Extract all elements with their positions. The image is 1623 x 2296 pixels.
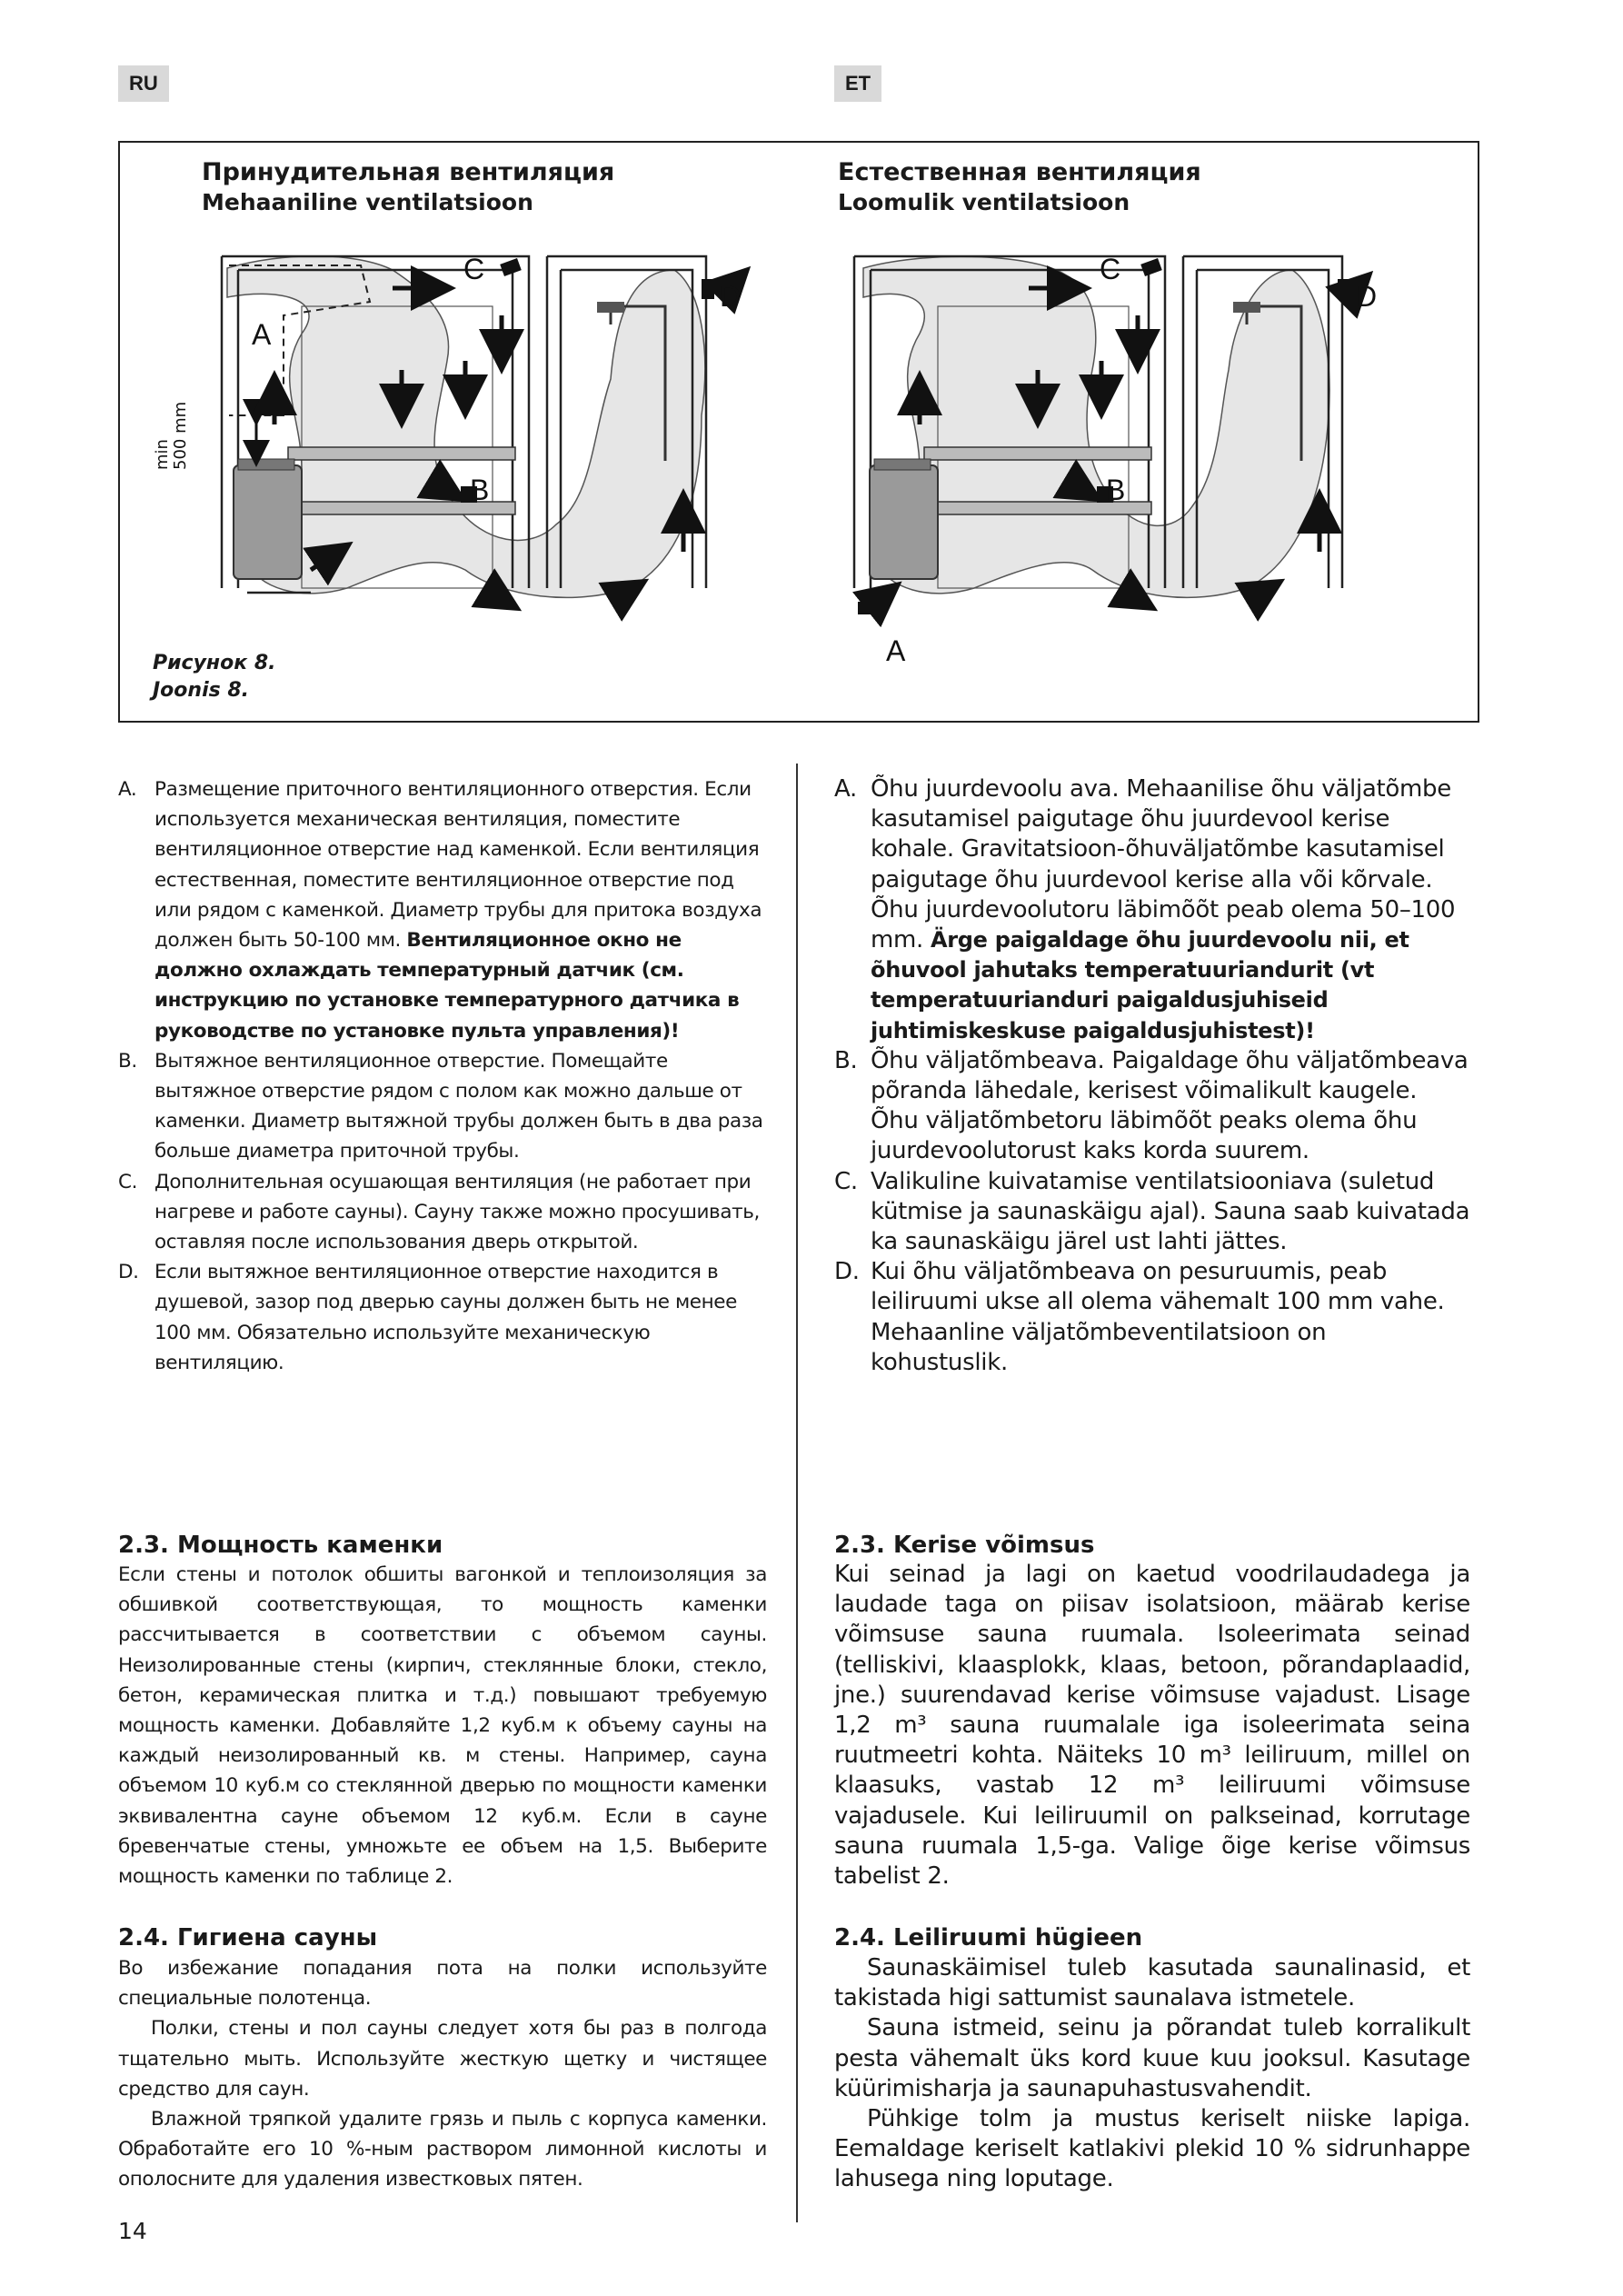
ru-item-b: B. Вытяжное вентиляционное отверстие. Помещайте вытяжное отверстие рядом с полом как можно дальше от каменки. Диаметр вытяжной трубы должен быть в два раза больше диаметра приточной трубы. bbox=[118, 1049, 763, 1163]
ru-section-24-text bbox=[118, 1953, 767, 2195]
label-b-right: B bbox=[1106, 474, 1126, 506]
figure-left-title: Принудительная вентиляция bbox=[202, 158, 615, 186]
ru-item-c-text: Дополнительная осушающая вентиляция (не работает при нагреве и работе сауны). Сауну также можно просушивать, оставляя после использования дверь открытой. bbox=[154, 1170, 760, 1254]
et-section-24-title: 2.4. Leiliruumi hügieen bbox=[834, 1924, 1143, 1952]
bench-upper-right bbox=[924, 447, 1151, 460]
dimension-500mm: 500 mm bbox=[171, 401, 190, 470]
ru-section-23-text: Если стены и потолок обшиты вагонкой и теплоизоляция за обшивкой соответствующая, то мощность каменки рассчитывается в соответствии с объемом сауны. Неизолированные стены (кирпич, стеклянные блоки, стекло, бетон, керамическая плитка и т.д.) повышают требуемую мощность каменки. Добавляйте 1,2 куб.м к объему сауны на каждый неизолированный кв. м стены. Например, сауна объемом 10 куб.м со стеклянной дверью по мощности каменки эквивалентна сауне объемом 12 куб.м. Если в сауне бревенчатые стены, умножьте ее объем на 1,5. Выберите мощность каменки по таблице 2. bbox=[118, 1563, 767, 1889]
ru-section-24-p1: Во избежание попадания пота на полки используйте специальные полотенца. bbox=[118, 1957, 767, 2011]
et-section-24-text bbox=[834, 1953, 1470, 2195]
et-item-b-text: Õhu väljatõmbeava. Paigaldage õhu väljatõmbeava põranda lähedale, kerisest võimalikult kaugele. Õhu väljatõmbetoru läbimõõt peaks olema õhu juurdevoolutorust kaks korda suurem. bbox=[871, 1046, 1469, 1165]
page-number: 14 bbox=[118, 2218, 147, 2244]
figure-right-subtitle: Loomulik ventilatsioon bbox=[838, 189, 1130, 215]
label-a-right: A bbox=[886, 634, 906, 667]
et-vent-list bbox=[834, 774, 1470, 1378]
dimension-min: min bbox=[153, 439, 172, 470]
figure-caption-et: Joonis 8. bbox=[153, 679, 250, 702]
ru-section-24-p2: Полки, стены и пол сауны следует хотя бы раз в полгода тщательно мыть. Используйте жесткую щетку и чистящее средство для саун. bbox=[118, 2017, 767, 2101]
label-a-left: A bbox=[252, 318, 272, 351]
ru-item-b-text: Вытяжное вентиляционное отверстие. Помещайте вытяжное отверстие рядом с полом как можно дальше от каменки. Диаметр вытяжной трубы должен быть в два раза больше диаметра приточной трубы. bbox=[154, 1049, 763, 1163]
bench-upper-left bbox=[288, 447, 515, 460]
lang-tab-ru: RU bbox=[118, 65, 169, 102]
ru-section-24-p3: Влажной тряпкой удалите грязь и пыль с корпуса каменки. Обработайте его 10 %-ным раствором лимонной кислоты и ополосните для удаления известковых пятен. bbox=[118, 2108, 767, 2191]
label-b-left: B bbox=[470, 474, 490, 506]
et-item-a: A. Õhu juurdevoolu ava. Mehaanilise õhu väljatõmbe kasutamisel paigutage õhu juurdevool kerise kohale. Gravitatsioon-õhuväljatõmbe kasutamisel paigutage õhu juurdevool kerise alla või kõrvale. Õhu juurdevoolutoru läbimõõt peab olema 50–100 mm. Ärge paigaldage õhu juurdevoolu nii, et õhuvool jahutaks temperatuuriandurit (vt temperatuurianduri paigaldusjuhiseid juhtimiskeskuse paigaldusjuhistest)! bbox=[834, 775, 1456, 1043]
ru-item-a: A. Размещение приточного вентиляционного отверстия. Если используется механическая вентиляция, поместите вентиляционное отверстие над каменкой. Если вентиляция естественная, поместите вентиляционное отверстие под или рядом с каменкой. Диаметр трубы для притока воздуха должен быть 50-100 мм. Вентиляционное окно не должно охлаждать температурный датчик (см. инструкцию по установке температурного датчика в руководстве по установке пульта управления)! bbox=[118, 778, 762, 1043]
et-section-24-p1: Saunaskäimisel tuleb kasutada saunalinasid, et takistada higi sattumist saunalava istmetele. bbox=[834, 1954, 1470, 2012]
ru-vent-list bbox=[118, 774, 765, 1378]
et-item-d: D. Kui õhu väljatõmbeava on pesuruumis, peab leiliruumi ukse all olema vähemalt 100 mm vahe. Mehaanline väljatõmbeventilatsioon on kohustuslik. bbox=[834, 1258, 1445, 1376]
ru-section-23-title: 2.3. Мощность каменки bbox=[118, 1532, 443, 1559]
et-item-d-text: Kui õhu väljatõmbeava on pesuruumis, peab leiliruumi ukse all olema vähemalt 100 mm vahe. Mehaanline väljatõmbeventilatsioon on kohustuslik. bbox=[871, 1258, 1445, 1376]
figure-right-title: Естественная вентиляция bbox=[838, 158, 1201, 186]
heater-left bbox=[234, 465, 302, 579]
ru-section-24-title: 2.4. Гигиена сауны bbox=[118, 1924, 378, 1952]
column-divider bbox=[796, 764, 798, 2222]
et-section-23-title: 2.3. Kerise võimsus bbox=[834, 1532, 1095, 1559]
figure-left-subtitle: Mehaaniline ventilatsioon bbox=[202, 189, 533, 215]
label-d-right: D bbox=[1356, 280, 1378, 313]
figure-8 bbox=[118, 141, 1479, 723]
heater-right bbox=[870, 465, 938, 579]
label-c-right: C bbox=[1100, 253, 1121, 285]
label-c-left: C bbox=[463, 253, 485, 285]
et-section-23-text: Kui seinad ja lagi on kaetud voodrilaudadega ja laudade taga on piisav isolatsioon, määrab kerise võimsuse sauna ruumala. Isoleerimata seinad (telliskivi, klaasplokk, klaas, betoon, põrandaplaadid, jne.) suurendavad kerise võimsuse vajadust. Lisage 1,2 m³ sauna ruumalale iga isoleerimata seina ruutmeetri kohta. Näiteks 10 m³ leiliruum, millel on klaasuks, vastab 12 m³ leiliruumi võimsuse vajadusele. Kui leiliruumil on palkseinad, korrutage sauna ruumala 1,5-ga. Valige õige kerise võimsus tabelist 2. bbox=[834, 1561, 1470, 1891]
et-item-c: C. Valikuline kuivatamise ventilatsiooniava (suletud kütmise ja saunaskäigu ajal). Sauna saab kuivatada ka saunaskäigu järel ust lahti jättes. bbox=[834, 1167, 1470, 1256]
et-item-b: B. Õhu väljatõmbeava. Paigaldage õhu väljatõmbeava põranda lähedale, kerisest võimalikult kaugele. Õhu väljatõmbetoru läbimõõt peaks olema õhu juurdevoolutorust kaks korda suurem. bbox=[834, 1046, 1469, 1165]
ru-item-d-text: Если вытяжное вентиляционное отверстие находится в душевой, зазор под дверью сауны должен быть не менее 100 мм. Обязательно используйте механическую вентиляцию. bbox=[154, 1261, 737, 1374]
ru-item-c: C. Дополнительная осушающая вентиляция (не работает при нагреве и работе сауны). Сауну также можно просушивать, оставляя после использования дверь открытой. bbox=[118, 1170, 760, 1254]
ru-item-a-warning: Вентиляционное окно не должно охлаждать температурный датчик (см. инструкцию по установке температурного датчика в руководстве по установке пульта управления)! bbox=[154, 929, 740, 1043]
et-section-24-p3: Pühkige tolm ja mustus keriselt niiske lapiga. Eemaldage keriselt katlakivi plekid 10 % sidrunhappe lahusega ning loputage. bbox=[834, 2105, 1470, 2193]
ru-item-a-text: Размещение приточного вентиляционного отверстия. Если используется механическая вентиляция, поместите вентиляционное отверстие над каменкой. Если вентиляция естественная, поместите вентиляционное отверстие под или рядом с каменкой. Диаметр трубы для притока воздуха должен быть 50-100 мм. bbox=[154, 778, 762, 953]
et-item-a-warning: Ärge paigaldage õhu juurdevoolu nii, et õhuvool jahutaks temperatuuriandurit (vt temperatuurianduri paigaldusjuhiseid juhtimiskeskuse paigaldusjuhistest)! bbox=[871, 927, 1409, 1043]
lang-tab-et: ET bbox=[834, 65, 881, 102]
diagram-mechanical bbox=[222, 256, 738, 602]
ventilation-diagram bbox=[120, 143, 1478, 721]
label-d-left: D bbox=[720, 280, 742, 313]
figure-caption-ru: Рисунок 8. bbox=[153, 652, 276, 674]
et-section-24-p2: Sauna istmeid, seinu ja põrandat tuleb korralikult pesta vähemalt üks kord kuue kuu jooksul. Kasutage küürimisharja ja saunapuhastusvahendit. bbox=[834, 2014, 1470, 2102]
et-item-c-text: Valikuline kuivatamise ventilatsiooniava (suletud kütmise ja saunaskäigu ajal). Sauna saab kuivatada ka saunaskäigu järel ust lahti jättes. bbox=[871, 1167, 1470, 1256]
et-item-a-text: Õhu juurdevoolu ava. Mehaanilise õhu väljatõmbe kasutamisel paigutage õhu juurdevool kerise kohale. Gravitatsioon-õhuväljatõmbe kasutamisel paigutage õhu juurdevool kerise alla või kõrvale. Õhu juurdevoolutoru läbimõõt peab olema 50–100 mm. bbox=[871, 775, 1456, 954]
diagram-natural bbox=[854, 256, 1360, 614]
ru-item-d: D. Если вытяжное вентиляционное отверстие находится в душевой, зазор под дверью сауны должен быть не менее 100 мм. Обязательно используйте механическую вентиляцию. bbox=[118, 1261, 737, 1374]
